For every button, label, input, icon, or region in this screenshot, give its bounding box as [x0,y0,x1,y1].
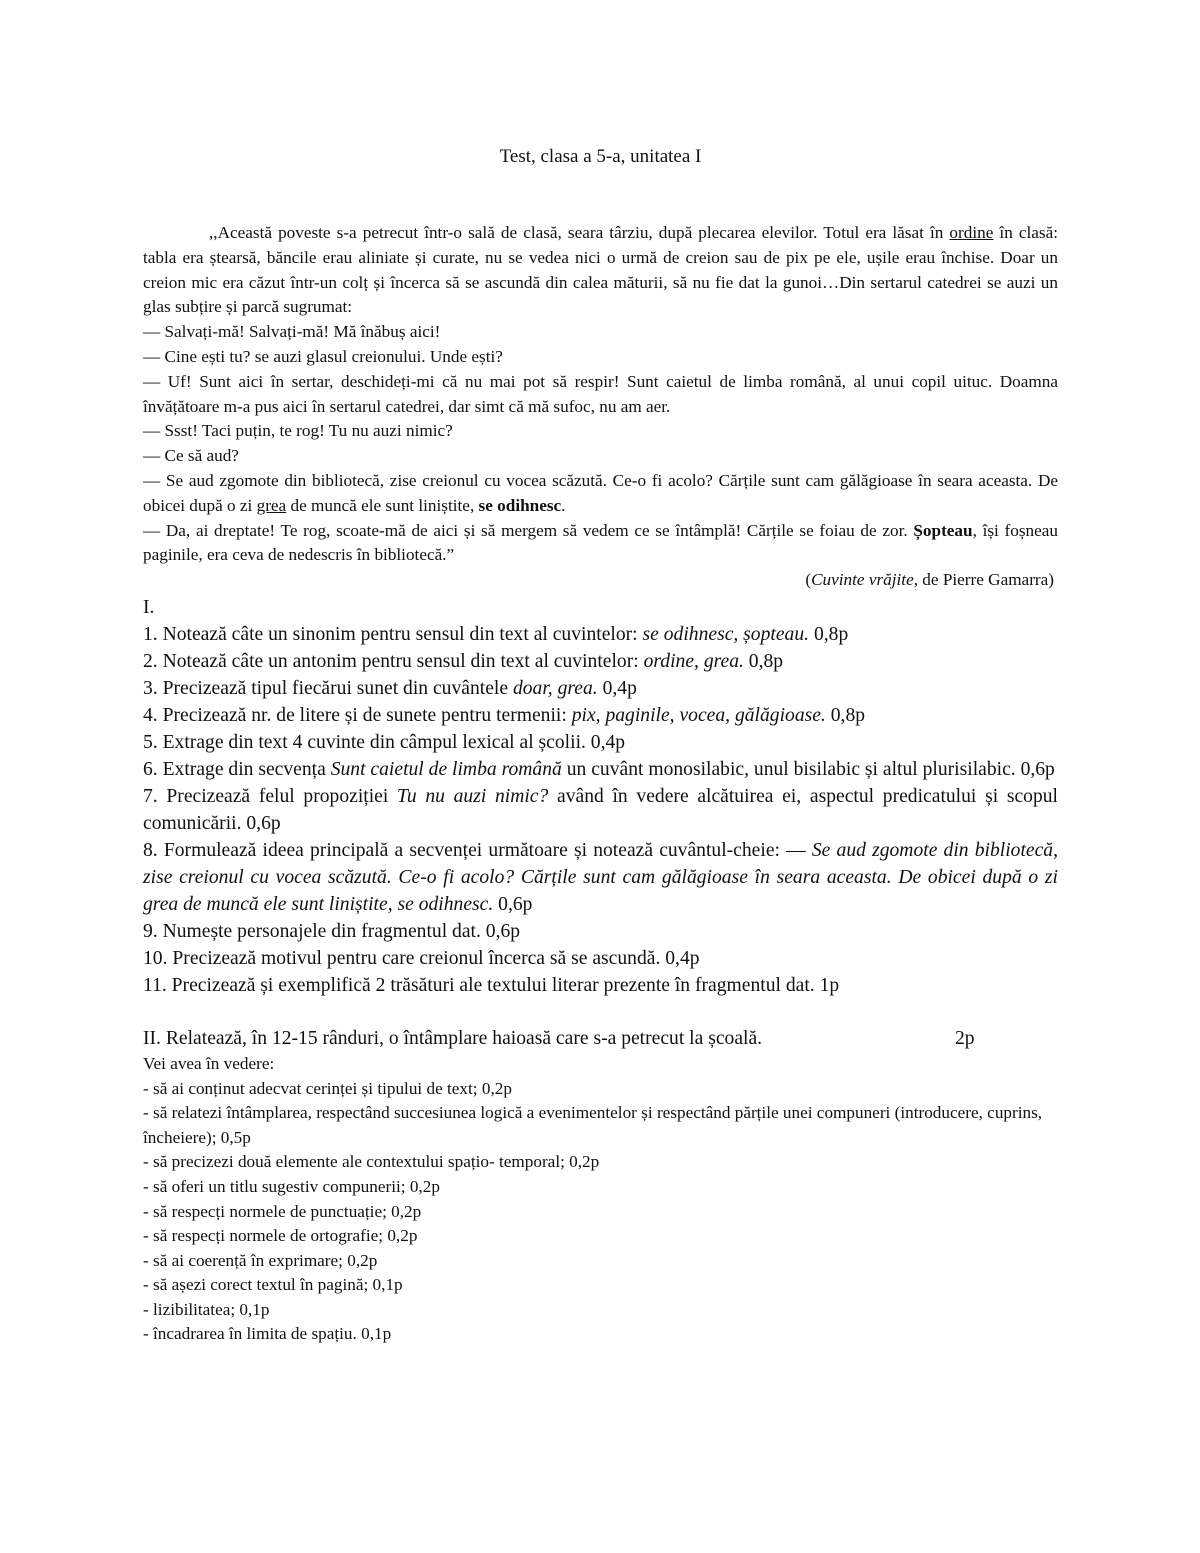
question-item: 9. Numește personajele din fragmentul dat. 0,6p [143,920,521,942]
criteria-item: - încadrarea în limita de spațiu. 0,1p [143,1324,392,1344]
criteria-item: - să relatezi întâmplarea, respectând succesiunea logică a evenimentelor și respectând părțile unei compuneri (introducere, cuprins, încheiere); 0,5p [143,1103,1043,1147]
criteria-item: - lizibilitatea; 0,1p [143,1299,270,1319]
question-item: 11. Precizează și exemplifică 2 trăsături ale textului literar prezente în fragmentul dat. 1p [143,974,840,996]
dialogue-line: — Salvați-mă! Salvați-mă! Mă înăbuș aici! [143,322,441,342]
page-title: Test, clasa a 5-a, unitatea I [499,146,702,167]
question-item: 1. Notează câte un sinonim pentru sensul din text al cuvintelor: se odihnesc, șopteau. 0,8p [143,623,849,645]
source-title: Cuvinte vrăjite [811,570,914,590]
underlined-word: grea [256,495,287,515]
criteria-item: - să ai coerență în exprimare; 0,2p [143,1250,378,1270]
dialogue-line: — Ssst! Taci puțin, te rog! Tu nu auzi nimic? [143,421,453,441]
question-item: 3. Precizează tipul fiecărui sunet din cuvântele doar, grea. 0,4p [143,677,637,699]
criteria-intro: Vei avea în vedere: [143,1053,275,1073]
document-page [143,145,1058,1347]
essay-points: 2p [955,1027,975,1049]
dialogue-line: — Da, ai dreptate! Te rog, scoate-mă de aici și să mergem să vedem ce se întâmplă! Cărțile se foiau de zor. Șopteau, își foșneau paginile, era ceva de nedescris în bibliotecă.” [143,520,1058,565]
question-item: 7. Precizează felul propoziției Tu nu auzi nimic? având în vedere alcătuirea ei, aspectul predicatului și scopul comunicării. 0,6p [143,785,1058,834]
criteria-item: - să oferi un titlu sugestiv compunerii; 0,2p [143,1176,440,1196]
question-item: 6. Extrage din secvența Sunt caietul de limba română un cuvânt monosilabic, unul bisilabic și altul plurisilabic. 0,6p [143,758,1055,780]
criteria-item: - să respecți normele de ortografie; 0,2p [143,1226,418,1246]
section-heading: I. [143,596,155,618]
part-one-questions [143,594,1058,999]
question-item: 4. Precizează nr. de litere și de sunete pentru termenii: pix, paginile, vocea, gălăgioase. 0,8p [143,704,866,726]
story-paragraph: ,,Această poveste s-a petrecut într-o sală de clasă, seara târziu, după plecarea elevilor. Totul era lăsat în ordine în clasă: tabla era ștearsă, băncile erau aliniate și curate, nu se vedea nici o urmă de creion sau de pix pe ele, ușile erau închise. Doar un creion mic era căzut într-un colț și încerca să se ascundă din calea măturii, să nu fie dat la gunoi…Din sertarul catedrei se auzi un glas subțire și parcă sugrumat: [143,223,1058,317]
question-item: 2. Notează câte un antonim pentru sensul din text al cuvintelor: ordine, grea. 0,8p [143,650,784,672]
criteria-item: - să ai conținut adecvat cerinței și tipului de text; 0,2p [143,1078,512,1098]
dialogue-line: — Cine ești tu? se auzi glasul creionului. Unde ești? [143,346,503,366]
criteria-item: - să precizezi două elemente ale contextului spațio- temporal; 0,2p [143,1152,600,1172]
essay-prompt: II. Relatează, în 12-15 rânduri, o întâmplare haioasă care s-a petrecut la școală. 2p [143,1026,1058,1052]
grading-criteria [143,1052,1058,1347]
question-item: 5. Extrage din text 4 cuvinte din câmpul lexical al școlii. 0,4p [143,731,626,753]
criteria-item: - să așezi corect textul în pagină; 0,1p [143,1275,403,1295]
dialogue-line: — Se aud zgomote din bibliotecă, zise creionul cu vocea scăzută. Ce-o fi acolo? Cărțile sunt cam gălăgioase în seara aceasta. De obicei după o zi grea de muncă ele sunt liniștite, se odihnesc. [143,470,1058,515]
story-excerpt [143,221,1058,593]
source-attribution: (Cuvinte vrăjite, de Pierre Gamarra) [805,570,1054,590]
underlined-word: ordine [949,223,994,242]
bold-word: Șopteau [913,520,973,540]
dialogue-line: — Ce să aud? [143,446,239,466]
part-two-essay [143,1026,1058,1347]
criteria-item: - să respecți normele de punctuație; 0,2p [143,1201,422,1221]
question-item: 10. Precizează motivul pentru care creionul încerca să se ascundă. 0,4p [143,947,700,969]
bold-word: se odihnesc [478,495,562,515]
question-item: 8. Formulează ideea principală a secvenței următoare și notează cuvântul-cheie: — Se aud zgomote din bibliotecă, zise creionul cu vocea scăzută. Ce-o fi acolo? Cărțile sunt cam gălăgioase în seara aceasta. De obicei după o zi grea de muncă ele sunt liniștite, se odihnesc. 0,6p [143,839,1058,915]
dialogue-line: — Uf! Sunt aici în sertar, deschideți-mi că nu mai pot să respir! Sunt caietul de limba română, al unui copil uituc. Doamna învățătoare m-a pus aici în sertarul catedrei, dar simt că mă sufoc, nu am aer. [143,371,1058,416]
